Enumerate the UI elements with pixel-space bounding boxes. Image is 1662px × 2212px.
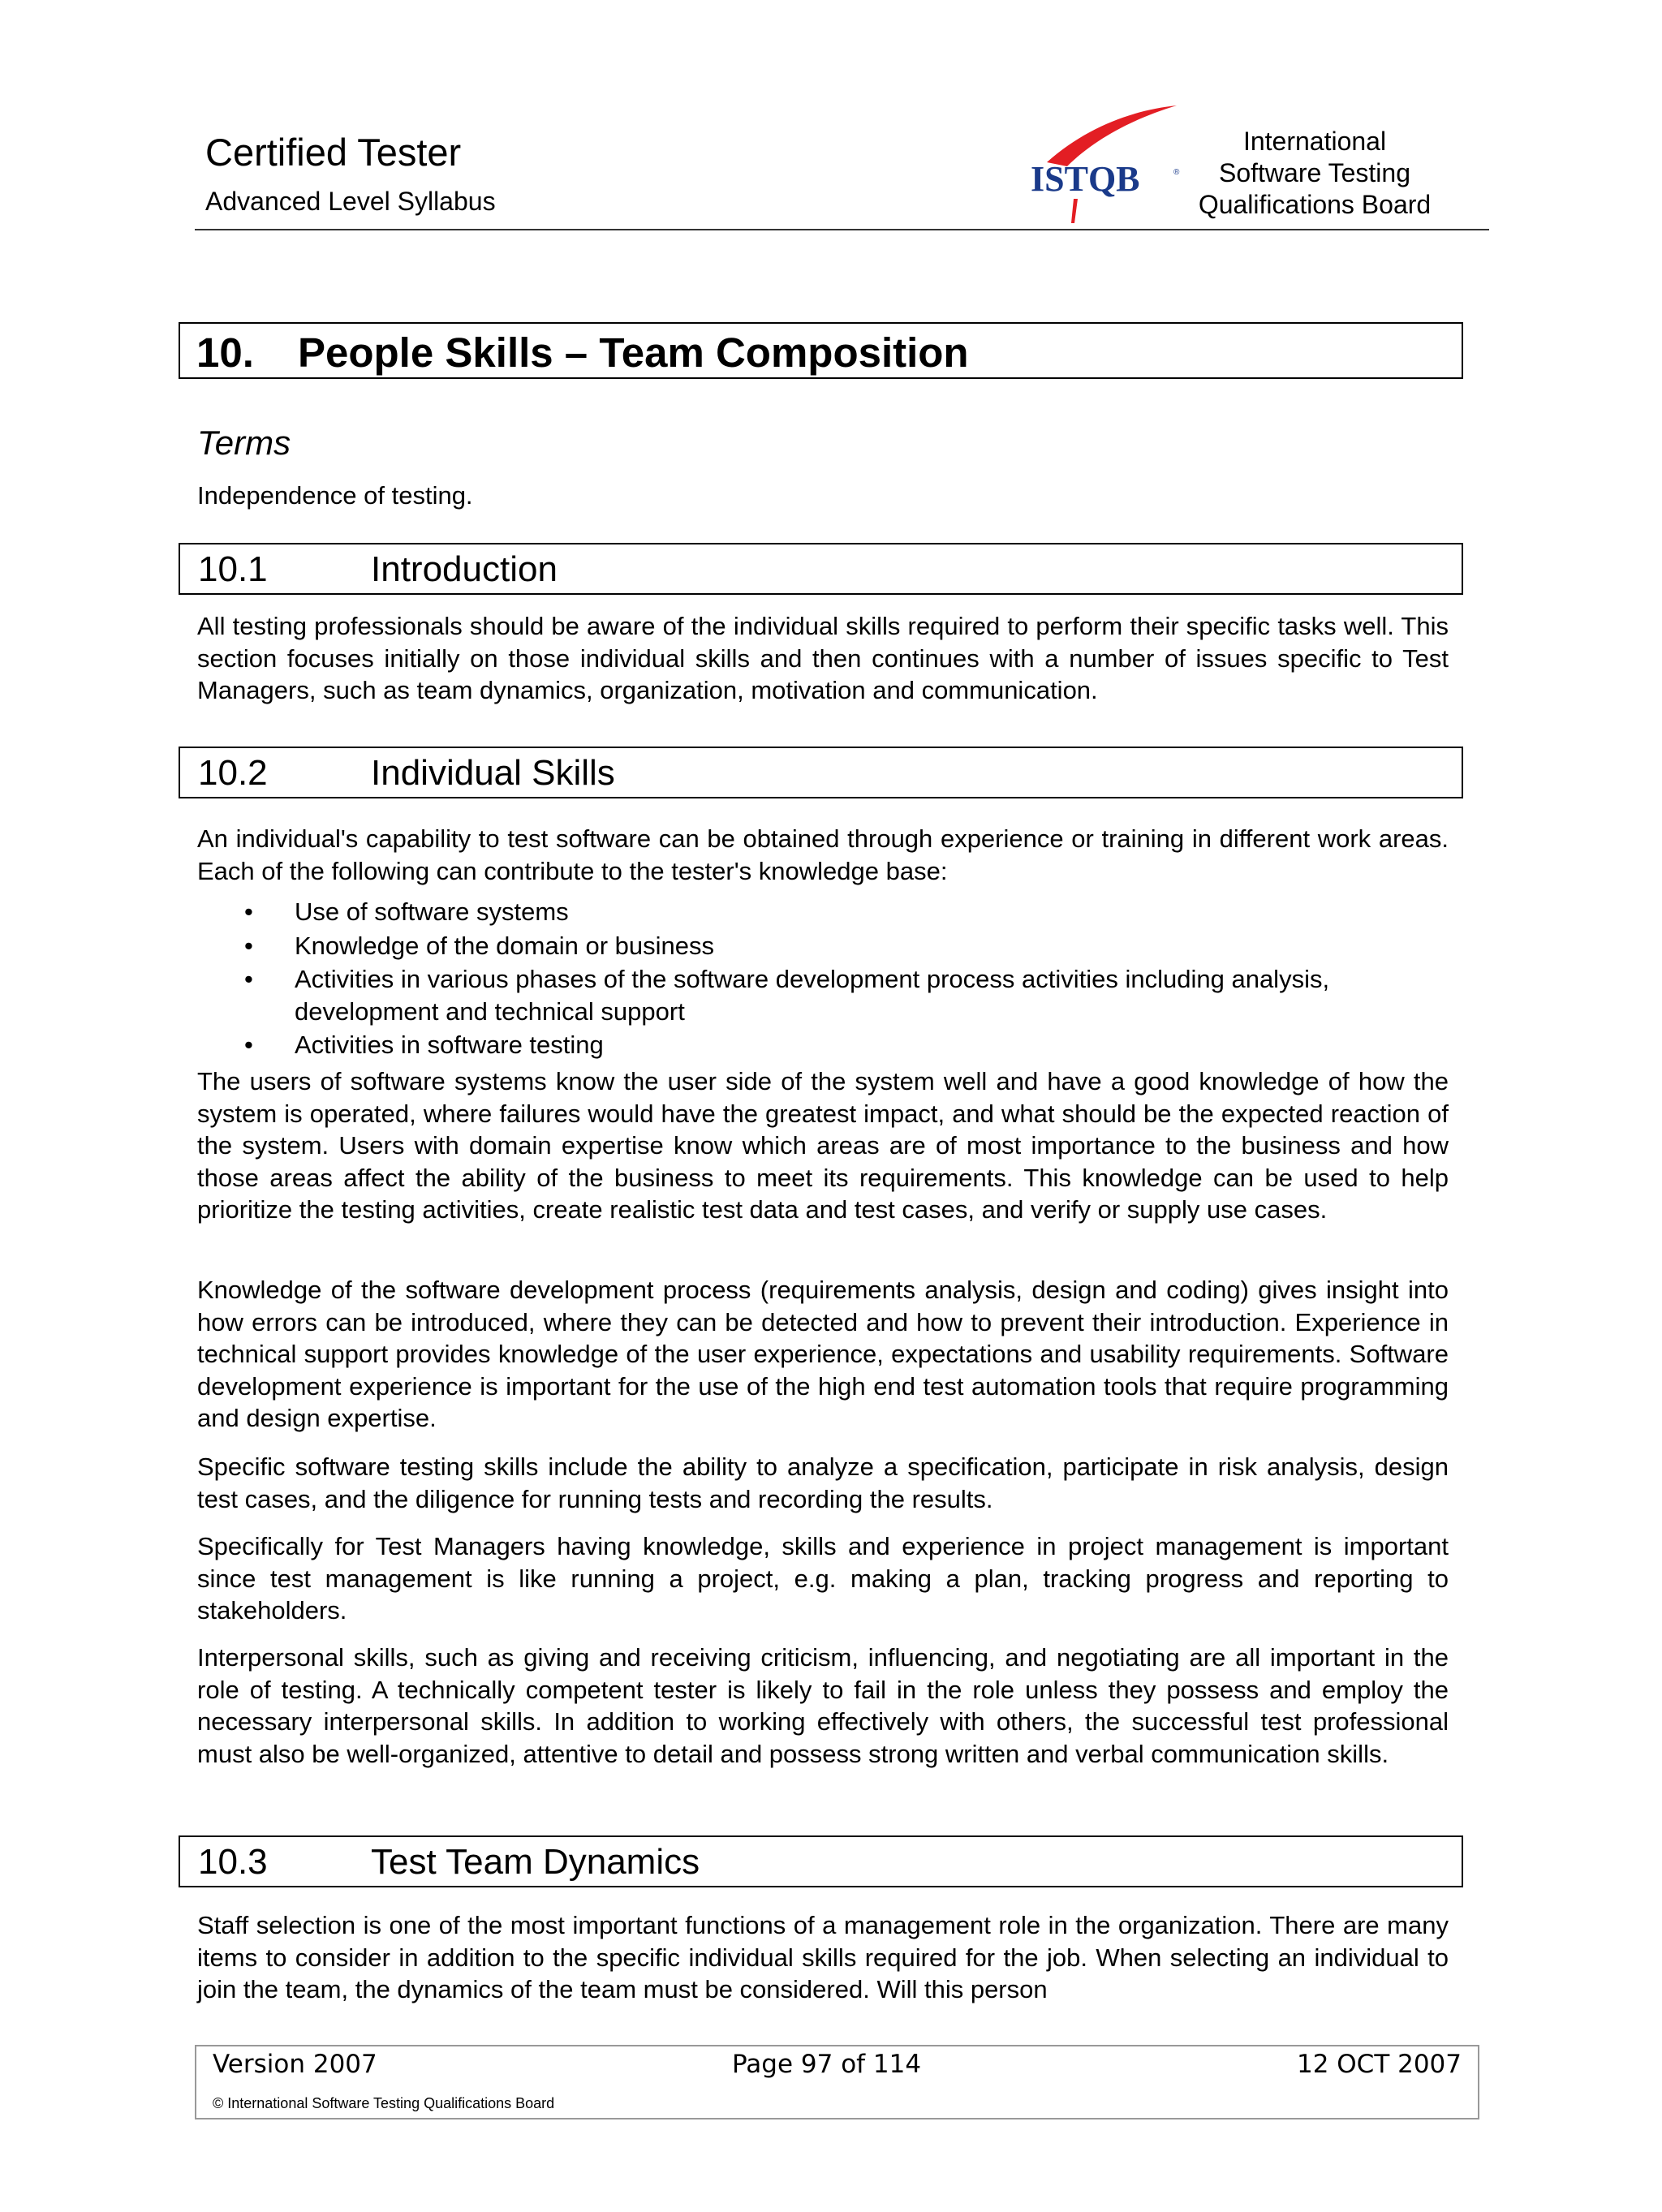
terms-label: Terms (197, 424, 291, 462)
paragraph: All testing professionals should be aware of the individual skills required to perform their specific tasks well. This section focuses initially on those individual skills and then continues with a number of issues specific to Test Managers, such as team dynamics, organization, motivation and communication. (197, 612, 1449, 705)
footer-copyright: © International Software Testing Qualifications Board (213, 2095, 555, 2111)
paragraph: An individual's capability to test software can be obtained through experience or training in different work areas. Each of the following can contribute to the tester's knowledge base: (197, 824, 1449, 885)
footer-version: Version 2007 (213, 2050, 377, 2079)
section-number: 10.1 (198, 549, 268, 589)
document-subtitle: Advanced Level Syllabus (205, 187, 496, 216)
section-title: Test Team Dynamics (371, 1842, 700, 1882)
section-heading-10-3 (179, 1835, 1463, 1887)
org-line: International (1242, 127, 1387, 156)
logo-text: ISTQB (1031, 159, 1140, 199)
istqb-logo (1023, 101, 1185, 231)
list-item-text: Activities in software testing (295, 1031, 604, 1060)
list-item-text: Knowledge of the domain or business (295, 931, 714, 960)
page-footer (195, 2045, 1479, 2119)
list-item (197, 963, 1449, 1027)
org-line: Qualifications Board (1198, 190, 1432, 219)
terms-text: Independence of testing. (197, 481, 473, 510)
section-number: 10.3 (198, 1842, 268, 1882)
chapter-heading (179, 322, 1463, 379)
footer-page-number: Page 97 of 114 (732, 2050, 922, 2079)
paragraph: Specifically for Test Managers having knowledge, skills and experience in project management is important since test management is like running a project, e.g. making a plan, tracking progress and reporting to stakeholders. (197, 1532, 1449, 1625)
bullet-icon: • (244, 965, 253, 994)
list-item-text: Activities in various phases of the software development process activities including analysis, development and technical support (295, 965, 1330, 1026)
bullet-icon: • (244, 897, 253, 926)
organization-name (1169, 126, 1461, 221)
bullet-icon: • (244, 931, 253, 960)
section-number: 10.2 (198, 753, 268, 793)
paragraph: Staff selection is one of the most important functions of a management role in the organization. There are many items to consider in addition to the specific individual skills required for the job. When selecting an individual to join the team, the dynamics of the team must be considered. Will this person (197, 1911, 1449, 2004)
list-item (197, 896, 1449, 928)
list-item-text: Use of software systems (295, 897, 569, 926)
bullet-icon: • (244, 1031, 253, 1060)
paragraph: Knowledge of the software development process (requirements analysis, design and coding) gives insight into how errors can be introduced, where they can be detected and how to prevent their introduction. Experience in technical support provides knowledge of the user experience, expectations and usability requirements. Software development experience is important for the use of the high end test automation tools that require programming and design expertise. (197, 1276, 1449, 1433)
paragraph: Specific software testing skills include the ability to analyze a specification, participate in risk analysis, design test cases, and the diligence for running tests and recording the results. (197, 1452, 1449, 1513)
section-heading-10-1 (179, 543, 1463, 595)
logo-stroke (1071, 199, 1078, 223)
chapter-title: People Skills – Team Composition (298, 329, 969, 376)
list-item (197, 1029, 1449, 1061)
org-line: Software Testing (1219, 158, 1410, 187)
header-divider (195, 229, 1489, 230)
logo-registered-mark: ® (1173, 168, 1180, 177)
bullet-list (197, 896, 1449, 1063)
chapter-number: 10. (196, 329, 254, 376)
footer-date: 12 OCT 2007 (1296, 2050, 1462, 2079)
section-title: Introduction (371, 549, 558, 589)
list-item (197, 930, 1449, 962)
section-title: Individual Skills (371, 753, 615, 793)
logo-swoosh (1047, 105, 1177, 166)
document-title: Certified Tester (205, 131, 462, 174)
section-heading-10-2 (179, 747, 1463, 798)
paragraph: The users of software systems know the user side of the system well and have a good knowledge of how the system is operated, where failures would have the greatest impact, and what should be the expected reaction of the system. Users with domain expertise know which areas are of most importance to the business and how those areas affect the ability of the business to meet its requirements. This knowledge can be used to help prioritize the testing activities, create realistic test data and test cases, and verify or supply use cases. (197, 1067, 1449, 1224)
paragraph: Interpersonal skills, such as giving and receiving criticism, influencing, and negotiating are all important in the role of testing. A technically competent tester is likely to fail in the role unless they possess and employ the necessary interpersonal skills. In addition to working effectively with others, the successful test professional must also be well-organized, attentive to detail and possess strong written and verbal communication skills. (197, 1643, 1449, 1768)
